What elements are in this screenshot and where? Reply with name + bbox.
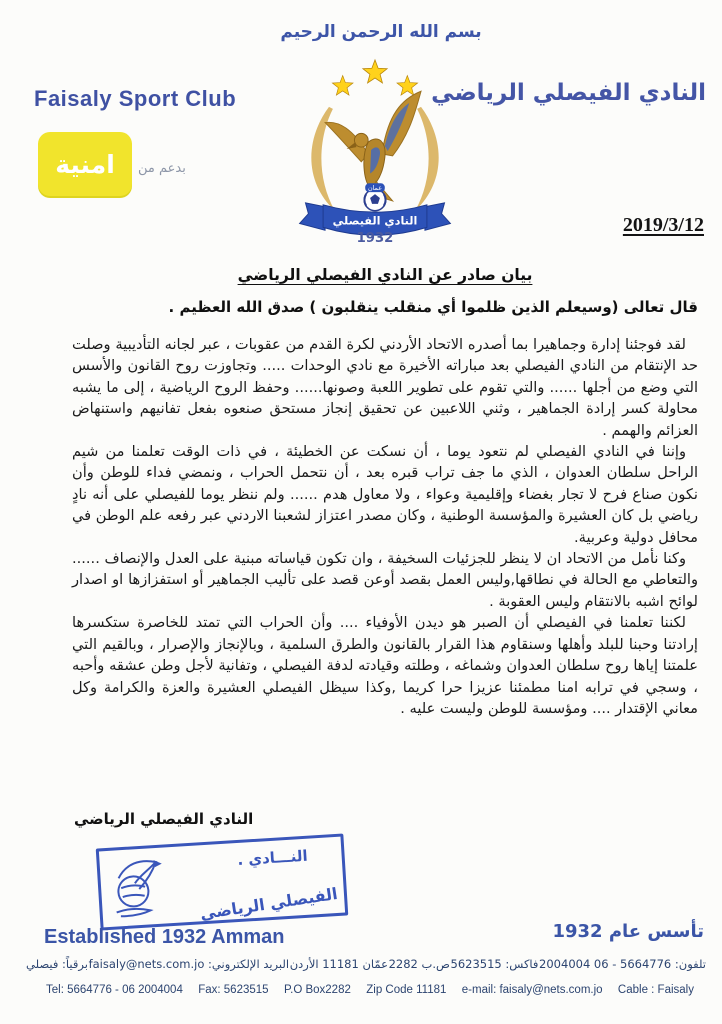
contact-email-ar: البريد الإلكتروني: faisaly@nets.com.jo [88,957,290,971]
contact-email-en: e-mail: faisaly@nets.com.jo [461,984,603,996]
contact-phone-en: Tel: 5664776 - 06 2004004 [46,984,183,996]
contact-city-ar: عمّان 11181 الأردن [289,957,388,971]
club-name-arabic: النادي الفيصلي الرياضي [431,80,706,106]
statement-title: بيان صادر عن النادي الفيصلي الرياضي [237,266,533,284]
stamp-text-bottom: الفيصلي الرياضي [199,884,340,924]
stamp-text-top: النـــادي . [236,846,309,870]
contact-fax-en: Fax: 5623515 [198,984,269,996]
bismillah-text: بسم الله الرحمن الرحيم [280,22,482,42]
contact-line-english [46,984,694,996]
statement-date: 2019/3/12 [622,214,704,236]
crest-stars-icon [332,60,417,95]
contact-cable-en: Cable : Faisaly [617,984,694,996]
contact-line-arabic [26,957,706,971]
contact-cable-ar: برقياً: فيصلي [26,957,88,971]
contact-zip-en: Zip Code 11181 [366,984,447,996]
club-crest-icon [290,56,460,244]
established-english: Established 1932 Amman [44,926,285,948]
contact-pobox-en: P.O Box2282 [283,984,351,996]
crest-year-label: 1932 [356,231,394,244]
statement-paragraph: لكننا تعلمنا في الفيصلي أن الصبر هو ديدن الأوفياء .... وأن الحراب التي تمتد للخاصرة ستكسرها إرادتنا وحبنا للبلد وأهلها وسنقاوم هذا القرار بالقانون والطرق السلمية ، وبالإنجاز والإصرار ، وبالقيم التي علمتنا إياها روح سلطان العدوان وشماغه ، وطلته وقيادته لدفة الفيصلي ، وتفانية لأجل وطن عشقه وأحبه ، وسجي في ترابه امنا مطمئنا عزيزا حرا كريما ,وكذا سيظل الفيصلي العشيرة والعزة والكرامة وكل معاني الإقتدار .... ومؤسسة للوطن وليست عليه . [72,614,698,717]
statement-paragraph: وإننا في النادي الفيصلي لم نتعود يوما ، أن نسكت عن الخطيئة ، في ذات الوقت تعلمنا من شيم الراحل سلطان العدوان ، الذي ما جف تراب قبره بعد ، أن نتحمل الحراب ، ونمضي فداء للوطن وأن نكون صناع فرح لا تجار بغضاء وإقليمية وعواء ، ولا معاول هدم ...... ولم ننظر يوما للفيصلي على أنه نادٍ رياضي بل كان العشيرة والمؤسسة الوطنية ، وكان مصدر اعتزاز لشعبنا الاردني عبر رفعه علم الوطن في محافل دولية وعربية. [72,443,698,546]
contact-pobox-ar: ص.ب 2282 [388,957,450,971]
statement-paragraph: لقد فوجئنا إدارة وجماهيرا بما أصدره الاتحاد الأردني لكرة القدم من عقوبات ، عبر لجانه التأديبية وصلت حد الإنتقام من النادي الفيصلي بعد مباراته الأخيرة مع نادي الوحدات ..... وتجاوزت روح القانون والأسس التي وضع من أجلها ...... والتي تقوم على تطوير اللعبة وصونها...... وحفظ الروح الرياضية ، إلى ما يشبه محاولة كسر إرادة الجماهير ، وثني اللاعبين عن تحقيق إنجاز مستحق صنعوه بفعل تفانيهم واستنهاض العزائم والهمم . [72,336,698,439]
club-stamp [96,834,349,931]
contact-fax-ar: فاكس: 5623515 [450,957,539,971]
sponsor-umniah-logo [38,132,132,196]
statement-body [72,266,698,719]
signature-club-name: النادي الفيصلي الرياضي [74,810,254,828]
club-name-english: Faisaly Sport Club [34,86,237,111]
contact-phone-ar: تلفون: 5664776 - 06 2004004 [539,957,706,971]
statement-paragraph: وكنا نأمل من الاتحاد ان لا ينظر للجزئيات السخيفة ، وان تكون قياساته مبنية على العدل والإنصاف ...... والتعاطي مع الحالة في نطاقها,وليس العمل بقصد أوعن قصد على تأليب الجماهير أو استفزازها او اصدار لوائح اشبه بالانتقام وليس العقوبة . [72,550,698,610]
crest-football-icon [364,183,386,210]
established-arabic: تأسس عام 1932 [552,921,704,942]
sponsor-logo-text: امنية [55,149,115,179]
crest-city-label: عمان [367,185,383,193]
stamp-eagle-icon [105,851,181,921]
crest-banner-label: النادي الفيصلي [332,214,418,228]
statement-quote: قال تعالى (وسيعلم الذين ظلموا أي منقلب ينقلبون ) صدق الله العظيم . [168,298,698,316]
sponsor-caption: بدعم من [138,161,186,176]
